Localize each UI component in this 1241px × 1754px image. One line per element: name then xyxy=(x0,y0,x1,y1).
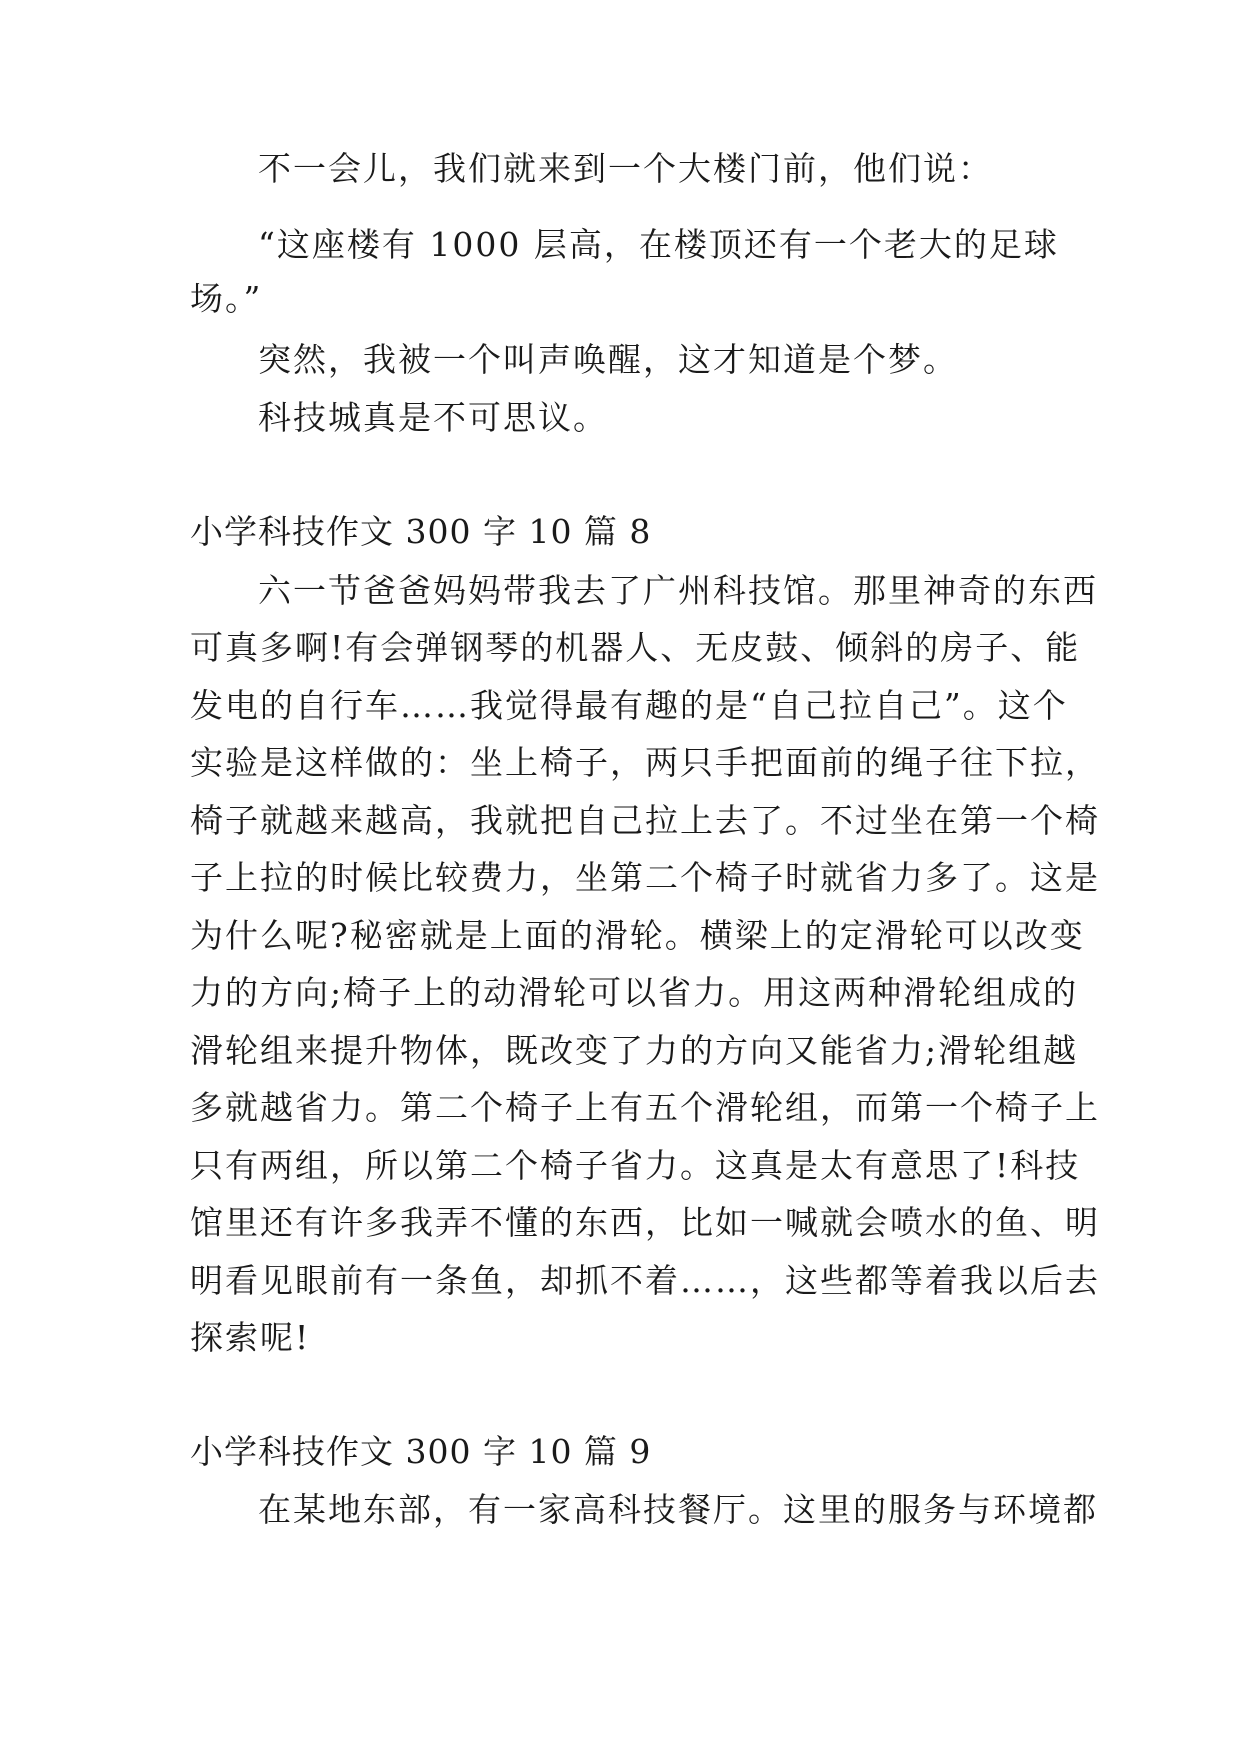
paragraph-line: 六一节爸爸妈妈带我去了广州科技馆。那里神奇的东西 xyxy=(258,571,1098,610)
paragraph-line: 椅子就越来越高，我就把自己拉上去了。不过坐在第一个椅 xyxy=(190,801,1100,840)
paragraph-line: 为什么呢?秘密就是上面的滑轮。横梁上的定滑轮可以改变 xyxy=(190,916,1085,955)
paragraph-line: 发电的自行车……我觉得最有趣的是“自己拉自己”。这个 xyxy=(190,686,1068,725)
section-heading: 小学科技作文 300 字 10 篇 8 xyxy=(190,512,652,551)
paragraph-line: 不一会儿，我们就来到一个大楼门前，他们说： xyxy=(258,149,993,188)
paragraph-line: 明看见眼前有一条鱼，却抓不着……，这些都等着我以后去 xyxy=(190,1261,1100,1300)
paragraph-line: 馆里还有许多我弄不懂的东西，比如一喊就会喷水的鱼、明 xyxy=(190,1203,1100,1242)
paragraph-line: 只有两组，所以第二个椅子省力。这真是太有意思了!科技 xyxy=(190,1146,1081,1185)
paragraph-line: 场。” xyxy=(190,279,263,318)
paragraph-line: 滑轮组来提升物体，既改变了力的方向又能省力;滑轮组越 xyxy=(190,1031,1079,1070)
paragraph-line: 实验是这样做的：坐上椅子，两只手把面前的绳子往下拉， xyxy=(190,743,1100,782)
paragraph-line: 在某地东部，有一家高科技餐厅。这里的服务与环境都 xyxy=(258,1490,1098,1529)
paragraph-line: 探索呢! xyxy=(190,1318,311,1357)
section-heading: 小学科技作文 300 字 10 篇 9 xyxy=(190,1432,652,1471)
paragraph-line: 子上拉的时候比较费力，坐第二个椅子时就省力多了。这是 xyxy=(190,858,1100,897)
paragraph-line: 突然，我被一个叫声唤醒，这才知道是个梦。 xyxy=(258,340,958,379)
paragraph-line: 可真多啊!有会弹钢琴的机器人、无皮鼓、倾斜的房子、能 xyxy=(190,628,1081,667)
paragraph-line: 多就越省力。第二个椅子上有五个滑轮组，而第一个椅子上 xyxy=(190,1088,1100,1127)
paragraph-line: “这座楼有 1000 层高，在楼顶还有一个老大的足球 xyxy=(258,225,1059,264)
paragraph-line: 力的方向;椅子上的动滑轮可以省力。用这两种滑轮组成的 xyxy=(190,973,1079,1012)
paragraph-line: 科技城真是不可思议。 xyxy=(258,398,608,437)
